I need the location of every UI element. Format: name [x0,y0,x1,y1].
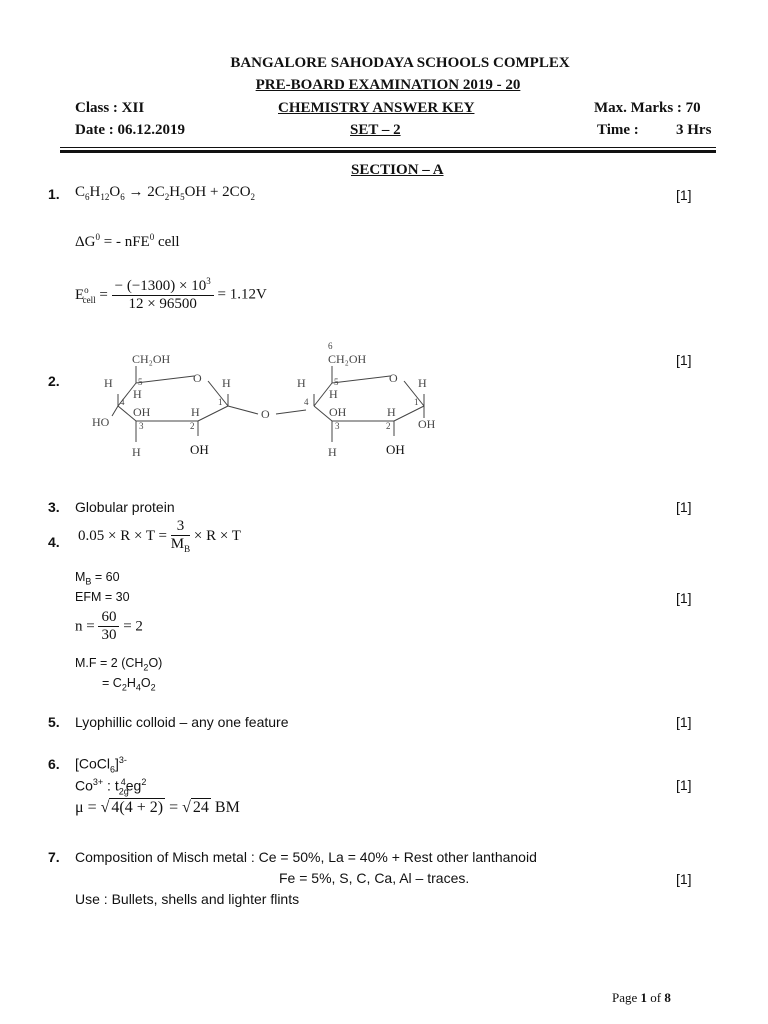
marks: [1] [676,352,692,368]
q4-rhs: × R × T [193,527,241,544]
org-name: BANGALORE SAHODAYA SCHOOLS COMPLEX [230,55,570,71]
frac-denominator: 12 × 96500 [128,296,197,313]
q1-ecell: $E^o_{cell}$ = $\frac{- (-1300) \times 10^3}{12 \times 96500}$ = 1.12V [75,276,267,313]
q7-use: Use : Bullets, shells and lighter flints [75,891,300,907]
marks: [1] [676,777,692,793]
marks: [1] [676,590,692,606]
ring2-ch2oh-label: CH₂OH [328,352,367,366]
oh-label: OH [386,442,405,457]
header-rule-thick [60,150,716,153]
q4-equation [78,518,241,555]
carbon-number: 2 [386,421,391,431]
h-label: H [329,387,338,401]
exam-title: PRE-BOARD EXAMINATION 2019 - 20 [255,77,521,93]
q6-complex: [CoCl$_6$]$^{3-}$ [75,755,127,775]
ring2-oxygen-label: O [389,371,398,385]
q6-magnetic-moment: μ = √ 4(4 + 2) = √ 24 BM [75,799,240,816]
frac-den-sub: B [184,544,191,555]
h-label: H [387,405,396,419]
h-label: H [191,405,200,419]
oh-label: OH [329,405,347,419]
carbon-number: 1 [218,397,223,407]
q1-reaction: $C_6H_{12}O_6 \to 2C_2H_5OH + 2CO_2$ [75,184,256,202]
question-number: 2. [48,373,60,389]
question-number: 6. [48,756,60,772]
class-label: Class : XII [75,100,145,116]
frac-denominator: 30 [101,627,117,644]
carbon-number: 1 [414,397,419,407]
frac-exp: 3 [206,276,211,286]
reaction-arrow: → [128,184,144,200]
carbon-number: 4 [120,397,125,407]
max-marks: Max. Marks : 70 [594,100,701,116]
q3-answer: Globular protein [75,499,175,515]
carbon-number: 5 [334,377,339,387]
marks: [1] [676,499,692,515]
frac-denominator: M [170,536,185,553]
question-number: 1. [48,186,60,202]
q5-answer: Lyophillic colloid – any one feature [75,714,289,730]
section-title: SECTION – A [351,162,444,178]
q4-n-ratio: n = $\frac{60}{30}$ = 2 [75,609,143,644]
carbon-number-six: 6 [328,341,333,351]
ho-label: HO [92,415,110,429]
marks: [1] [676,871,692,887]
q7-line2: Fe = 5%, S, C, Ca, Al – traces. [279,870,470,886]
header-rule-thin [60,147,716,148]
page-footer: Page 1 of 8 [612,990,671,1005]
q4-fraction [171,518,190,555]
h-label: H [133,387,142,401]
bridge-oxygen-label: O [261,407,270,421]
question-number: 7. [48,849,60,865]
h-label: H [328,445,337,459]
oh-label: OH [418,417,436,431]
gibbs-tail: cell [154,234,180,250]
carbon-number: 2 [190,421,195,431]
gibbs-eq: = - nFE [103,234,150,250]
carbon-number: 5 [138,377,143,387]
ecell-result: = 1.12V [217,286,267,303]
oh-label: OH [190,442,209,457]
ring1-oxygen-label: O [193,371,202,385]
q4-molecular-formula-result: = $C_2H_4O_2$ [102,676,156,693]
h-label: H [222,376,231,390]
q4-efm: EFM = 30 [75,590,130,604]
time-label: Time : [597,122,639,138]
h-label: H [297,376,306,390]
oh-label: OH [133,405,151,419]
exam-date: Date : 06.12.2019 [75,122,185,138]
q4-molecular-formula: M.F = 2 $(CH_2O)$ [75,656,163,673]
h-label: H [132,445,141,459]
question-number: 3. [48,499,60,515]
set-label: SET – 2 [350,122,401,138]
ecell-fraction [112,276,214,314]
carbon-number: 3 [335,421,340,431]
q1-gibbs: $\Delta G^0$ = - nFE$^0$ cell [75,232,180,250]
q4-lhs: 0.05 × R × T = [78,527,168,544]
q4-mb: $M_B = 60$ [75,570,120,587]
subject-title: CHEMISTRY ANSWER KEY [278,100,475,116]
frac-numerator: 60 [98,609,119,627]
frac-numerator: − (−1300) × 10 [114,278,207,294]
question-number: 5. [48,714,60,730]
h-label: H [418,376,427,390]
ring1-ch2oh-label: CH₂OH [132,352,171,366]
marks: [1] [676,187,692,203]
h-label: H [104,376,113,390]
time-value: 3 Hrs [676,122,712,138]
question-number: 4. [48,534,60,550]
marks: [1] [676,714,692,730]
carbon-number: 3 [139,421,144,431]
disaccharide-structure [70,336,450,466]
q7-line1: Composition of Misch metal : Ce = 50%, La = 40% + Rest other lanthanoid [75,849,537,865]
carbon-number: 4 [304,397,309,407]
frac-numerator: 3 [171,518,190,536]
q6-configuration: $Co^{3+}$ : $t_{2g}^4eg^2$ [75,777,147,797]
